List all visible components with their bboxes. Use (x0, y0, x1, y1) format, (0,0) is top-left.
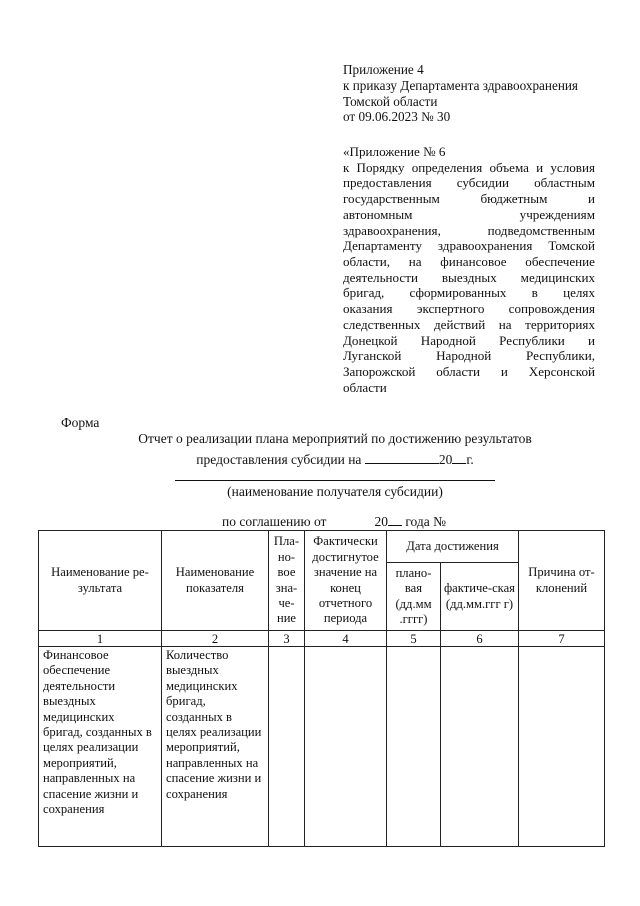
appendix-quote-line: к Порядку определения объема и условия (343, 159, 595, 175)
appendix-header-line: от 09.06.2023 № 30 (343, 109, 451, 125)
appendix-quote-line: бригад, сформированных в целях (343, 285, 595, 301)
appendix-header (343, 62, 597, 125)
header-date-actual: фактиче-ская (дд.мм.ггг г) (441, 563, 519, 631)
recipient-caption: (наименование получателя субсидии) (227, 484, 443, 499)
report-table (38, 530, 605, 847)
cell-deviation-reason (519, 647, 605, 847)
appendix-quote-line: предоставления субсидии областным (343, 175, 595, 191)
header-achievement-date: Дата достижения (387, 531, 519, 563)
column-number: 4 (305, 631, 387, 647)
agreement-year: 20 (374, 514, 388, 529)
appendix-quote-line: деятельности выездных медицинских (343, 269, 595, 285)
appendix-header-line: к приказу Департамента здравоохранения (343, 77, 578, 93)
cell-actual-value (305, 647, 387, 847)
appendix-quote-line: следственных действий на территориях (343, 316, 595, 332)
agreement-suffix: года № (401, 514, 447, 529)
appendix-quote-line: Департаменту здравоохранения Томской (343, 238, 595, 254)
column-number: 5 (387, 631, 441, 647)
appendix-quote-line: области (343, 379, 387, 395)
appendix-quote-line: оказания экспертного сопровождения (343, 301, 595, 317)
appendix-header-line: Приложение 4 (343, 62, 424, 77)
agreement-line (222, 513, 446, 530)
cell-planned-value (269, 647, 305, 847)
header-date-planned: плано-вая (дд.мм .гггг) (387, 563, 441, 631)
cell-result: Финансовое обеспечение деятельности выездных медицинских бригад, созданных в целях реализации мероприятий, направленных на спасение жизни и сохранения (39, 647, 162, 847)
header-planned-value: Пла-но-вое зна-че-ние (269, 531, 305, 631)
column-number: 6 (441, 631, 519, 647)
report-title-line-2 (0, 451, 640, 468)
blank-field (365, 451, 439, 464)
recipient-name-line (175, 480, 495, 481)
cell-indicator: Количество выездных медицинских бригад, созданных в целях реализации мероприятий, направленных на спасение жизни и сохранения (162, 647, 269, 847)
appendix-quote (343, 144, 595, 396)
column-number: 7 (519, 631, 605, 647)
header-result-name: Наименование ре-зультата (39, 531, 162, 631)
agreement-prefix: по соглашению от (222, 514, 327, 529)
header-indicator-name: Наименование показателя (162, 531, 269, 631)
form-label: Форма (61, 415, 100, 430)
header-actual-value: Фактически достигнутое значение на конец отчетного периода (305, 531, 387, 631)
report-title-year: 20 (438, 452, 453, 467)
appendix-header-line: Томской области (343, 93, 438, 109)
report-title-prefix: предоставления субсидии на (196, 452, 365, 467)
appendix-quote-line: Донецкой Народной Республики и (343, 332, 595, 348)
column-number: 2 (162, 631, 269, 647)
appendix-quote-line: автономным учреждениям (343, 206, 595, 222)
blank-field (388, 513, 402, 526)
appendix-quote-line: государственным бюджетным и (343, 191, 595, 207)
header-deviation-reason: Причина от-клонений (519, 531, 605, 631)
cell-date-planned (387, 647, 441, 847)
report-title-suffix: г. (466, 452, 474, 467)
table-row (39, 647, 605, 847)
appendix-quote-line: Запорожской области и Херсонской (343, 364, 595, 380)
column-number: 3 (269, 631, 305, 647)
appendix-quote-line: здравоохранения, подведомственным (343, 222, 595, 238)
blank-field (452, 451, 466, 464)
appendix-quote-line: области, на финансовое обеспечение (343, 254, 595, 270)
report-title-line-1: Отчет о реализации плана мероприятий по достижению результатов (138, 431, 532, 446)
cell-date-actual (441, 647, 519, 847)
appendix-quote-line: «Приложение № 6 (343, 144, 446, 159)
appendix-quote-line: Луганской Народной Республики, (343, 348, 595, 364)
column-number: 1 (39, 631, 162, 647)
